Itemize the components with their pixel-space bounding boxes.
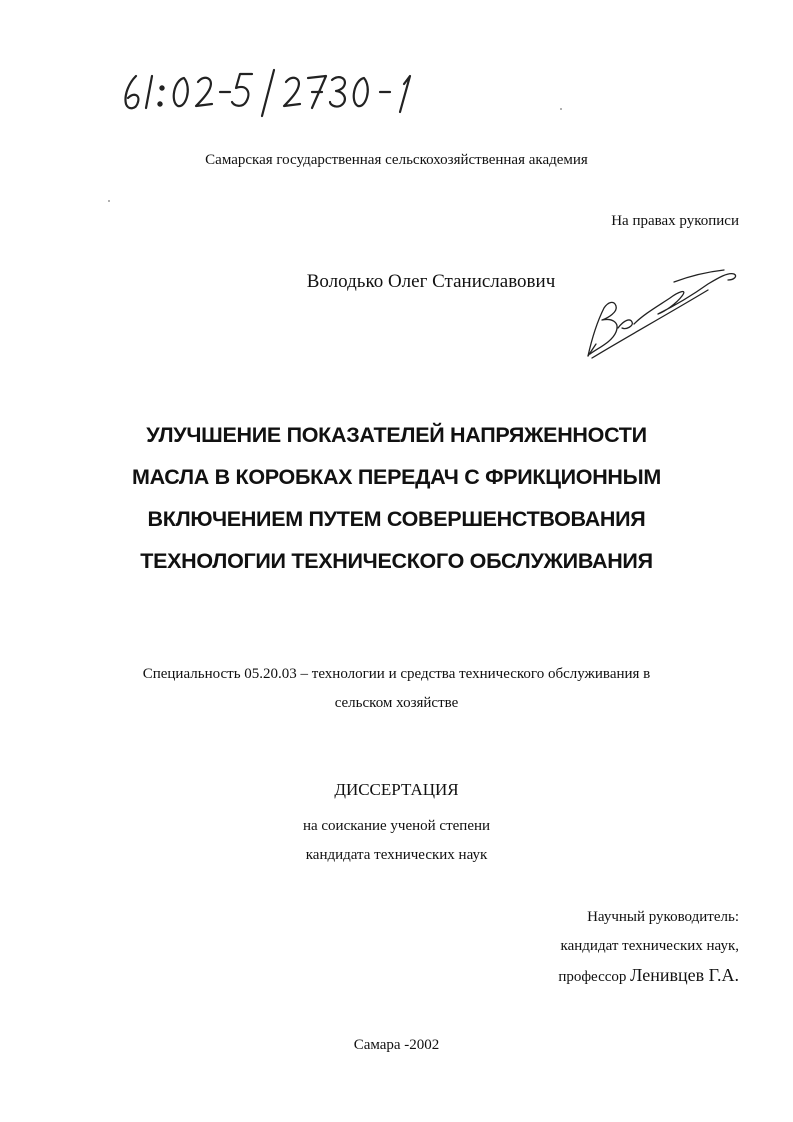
author-signature	[578, 258, 748, 368]
title-line: МАСЛА В КОРОБКАХ ПЕРЕДАЧ С ФРИКЦИОННЫМ	[131, 465, 662, 489]
handwritten-archive-code	[118, 62, 448, 122]
title-line: ТЕХНОЛОГИИ ТЕХНИЧЕСКОГО ОБСЛУЖИВАНИЯ	[140, 549, 653, 573]
specialty	[0, 660, 793, 718]
title-line: ВКЛЮЧЕНИЕМ ПУТЕМ СОВЕРШЕНСТВОВАНИЯ	[147, 507, 646, 531]
degree-line: кандидата технических наук	[305, 847, 488, 863]
title-line: УЛУЧШЕНИЕ ПОКАЗАТЕЛЕЙ НАПРЯЖЕННОСТИ	[146, 423, 647, 447]
dissertation-heading: ДИССЕРТАЦИЯ	[334, 780, 459, 799]
supervisor-title: профессор	[558, 969, 627, 985]
author-name: Володько Олег Станиславович	[306, 271, 556, 292]
supervisor-name-line	[558, 961, 739, 992]
specialty-line: Специальность 05.20.03 – технологии и средства технического обслуживания в	[142, 666, 651, 682]
degree-description	[0, 812, 793, 870]
scientific-supervisor	[558, 903, 739, 992]
city-year: Самара -2002	[353, 1037, 440, 1053]
institution-name: Самарская государственная сельскохозяйственная академия	[205, 152, 588, 168]
supervisor-degree: кандидат технических наук,	[560, 938, 739, 954]
scan-speck	[108, 200, 110, 202]
manuscript-rights-note: На правах рукописи	[611, 213, 739, 229]
supervisor-label: Научный руководитель:	[587, 909, 739, 925]
specialty-line: сельском хозяйстве	[334, 695, 459, 711]
dissertation-title	[0, 414, 793, 582]
supervisor-name: Ленивцев Г.А.	[630, 965, 739, 985]
degree-line: на соискание ученой степени	[302, 818, 491, 834]
scan-speck	[560, 108, 562, 110]
